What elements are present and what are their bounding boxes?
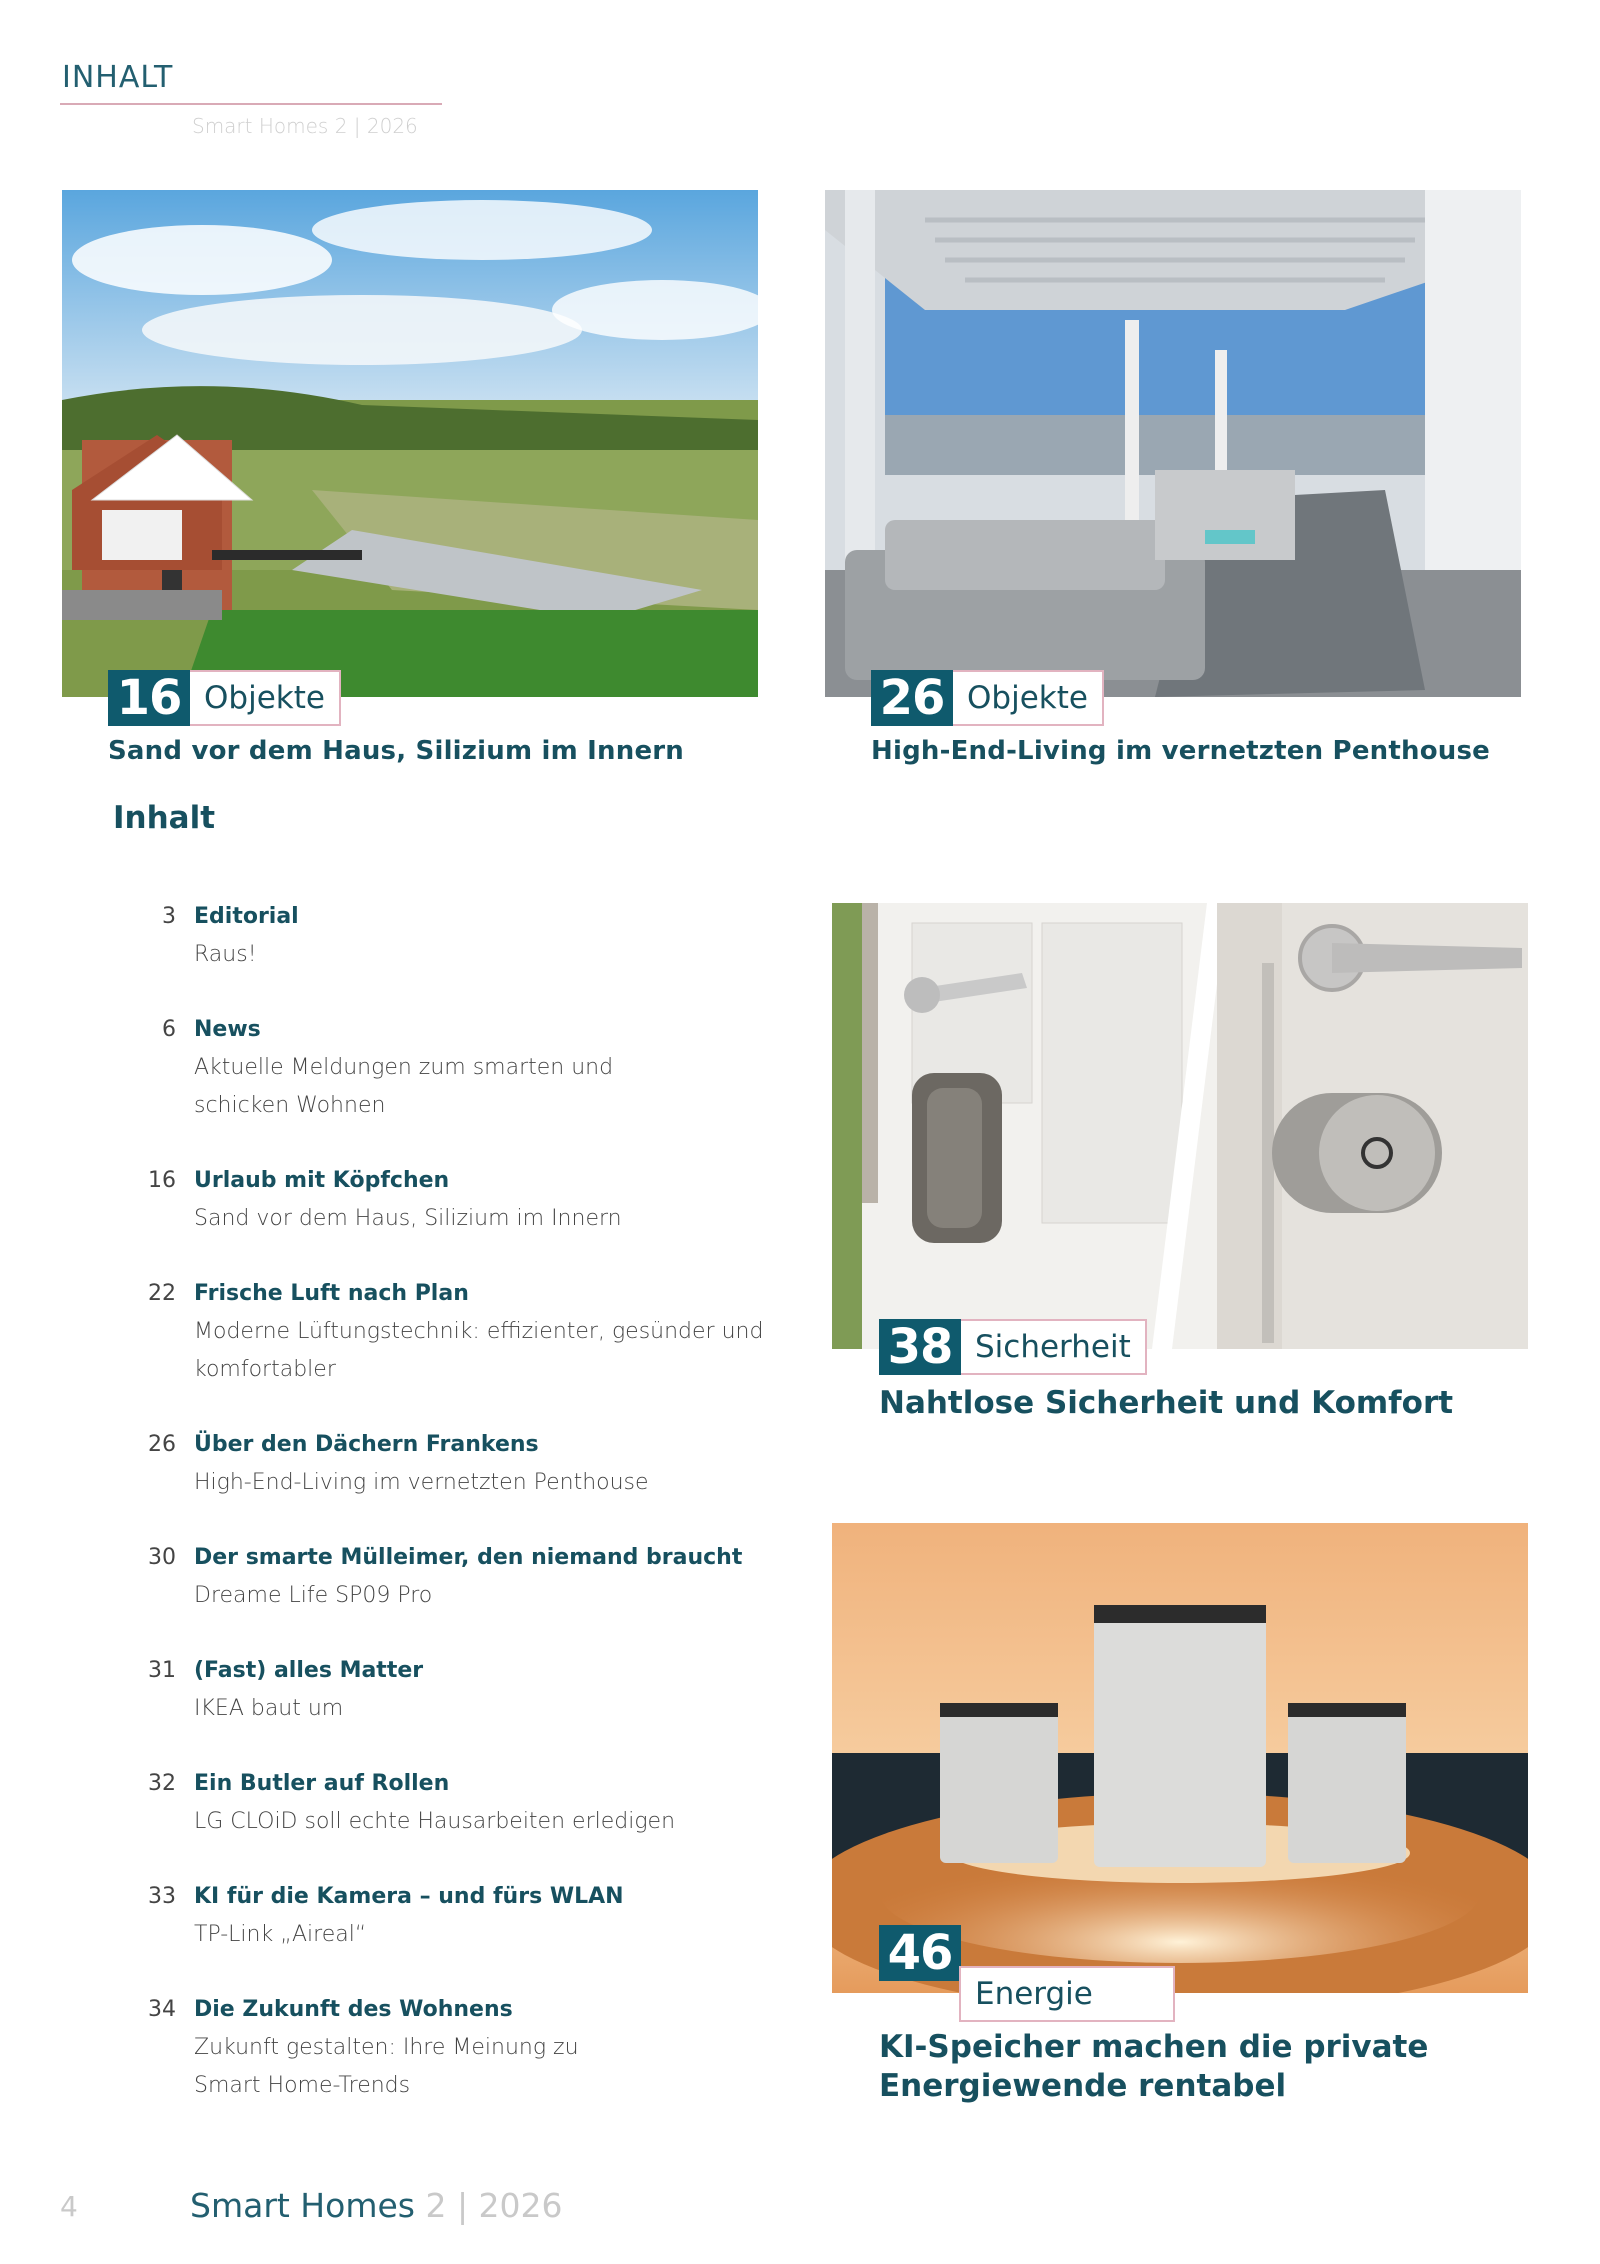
toc-page-number: 16 bbox=[148, 1168, 176, 1193]
toc-item[interactable] bbox=[130, 1426, 810, 1502]
feature-category: Sicherheit bbox=[961, 1319, 1147, 1375]
toc-page-number: 30 bbox=[148, 1545, 176, 1570]
toc-title: Über den Dächern Frankens bbox=[194, 1432, 539, 1457]
toc-title: (Fast) alles Matter bbox=[194, 1658, 424, 1683]
footer-title bbox=[190, 2186, 563, 2225]
page-number: 4 bbox=[60, 2190, 78, 2223]
feature-caption-line: Energiewende rentabel bbox=[879, 2068, 1287, 2104]
feature-category: Objekte bbox=[953, 670, 1104, 726]
feature-tag-3 bbox=[879, 1319, 1147, 1375]
toc-page-number: 31 bbox=[148, 1658, 176, 1683]
feature-caption[interactable] bbox=[879, 2028, 1428, 2106]
smart-lock-photo[interactable] bbox=[832, 903, 1528, 1349]
magazine-name: Smart Homes bbox=[190, 2186, 415, 2225]
toc-page-number: 3 bbox=[162, 904, 176, 929]
toc-title: Die Zukunft des Wohnens bbox=[194, 1997, 513, 2022]
feature-tag-1 bbox=[108, 670, 341, 726]
penthouse-photo[interactable] bbox=[825, 190, 1521, 697]
toc-description: Raus! bbox=[194, 942, 257, 967]
toc-page-number: 33 bbox=[148, 1884, 176, 1909]
toc-description: LG CLOiD soll echte Hausarbeiten erledigen bbox=[194, 1809, 676, 1834]
toc-page-number: 34 bbox=[148, 1997, 176, 2022]
toc-item[interactable] bbox=[130, 1652, 810, 1728]
toc-item[interactable] bbox=[130, 1162, 810, 1238]
toc-description: Sand vor dem Haus, Silizium im Innern bbox=[194, 1206, 622, 1231]
toc-description: Moderne Lüftungstechnik: effizienter, gesünder und bbox=[194, 1319, 764, 1344]
feature-caption[interactable]: High-End-Living im vernetzten Penthouse bbox=[871, 736, 1490, 766]
toc-page-number: 26 bbox=[148, 1432, 176, 1457]
house-photo[interactable] bbox=[62, 190, 758, 697]
issue-label: Smart Homes 2 | 2026 bbox=[192, 114, 418, 138]
toc-item[interactable] bbox=[130, 1991, 810, 2105]
toc-item[interactable] bbox=[130, 1878, 810, 1954]
toc-title: News bbox=[194, 1017, 261, 1042]
toc-page-number: 22 bbox=[148, 1281, 176, 1306]
feature-tag-2 bbox=[871, 670, 1104, 726]
toc-description: High-End-Living im vernetzten Penthouse bbox=[194, 1470, 649, 1495]
footer-issue: 2 | 2026 bbox=[425, 2186, 563, 2225]
toc-page-number: 6 bbox=[162, 1017, 176, 1042]
feature-page-number: 26 bbox=[871, 670, 953, 726]
feature-category: Energie bbox=[959, 1966, 1175, 2022]
feature-caption-line: KI-Speicher machen die private bbox=[879, 2029, 1429, 2065]
toc-title: Der smarte Mülleimer, den niemand braucht bbox=[194, 1545, 743, 1570]
section-title: INHALT bbox=[62, 60, 174, 95]
toc-item[interactable] bbox=[130, 1011, 810, 1125]
toc-item[interactable] bbox=[130, 1765, 810, 1841]
toc-description: IKEA baut um bbox=[194, 1696, 344, 1721]
toc-description: Zukunft gestalten: Ihre Meinung zu bbox=[194, 2035, 579, 2060]
toc-description: schicken Wohnen bbox=[194, 1093, 386, 1118]
toc-description: Smart Home-Trends bbox=[194, 2073, 411, 2098]
toc-title: Urlaub mit Köpfchen bbox=[194, 1168, 450, 1193]
toc-title: Ein Butler auf Rollen bbox=[194, 1771, 450, 1796]
toc-description: Dreame Life SP09 Pro bbox=[194, 1583, 433, 1608]
toc-item[interactable] bbox=[130, 1539, 810, 1615]
header-divider bbox=[60, 103, 442, 105]
feature-category: Objekte bbox=[190, 670, 341, 726]
toc-description: Aktuelle Meldungen zum smarten und bbox=[194, 1055, 614, 1080]
feature-caption[interactable]: Nahtlose Sicherheit und Komfort bbox=[879, 1385, 1454, 1421]
feature-page-number: 46 bbox=[879, 1925, 961, 1981]
toc-title: Frische Luft nach Plan bbox=[194, 1281, 469, 1306]
toc-heading: Inhalt bbox=[113, 800, 216, 836]
feature-caption[interactable]: Sand vor dem Haus, Silizium im Innern bbox=[108, 736, 685, 766]
toc-item[interactable] bbox=[130, 898, 810, 974]
toc-item[interactable] bbox=[130, 1275, 810, 1389]
toc-list bbox=[130, 898, 810, 2142]
feature-page-number: 16 bbox=[108, 670, 190, 726]
toc-page-number: 32 bbox=[148, 1771, 176, 1796]
toc-title: KI für die Kamera – und fürs WLAN bbox=[194, 1884, 624, 1909]
feature-page-number: 38 bbox=[879, 1319, 961, 1375]
toc-title: Editorial bbox=[194, 904, 299, 929]
toc-description: TP-Link „Aireal“ bbox=[194, 1922, 367, 1947]
toc-description: komfortabler bbox=[194, 1357, 336, 1382]
battery-storage-photo[interactable] bbox=[832, 1523, 1528, 1993]
